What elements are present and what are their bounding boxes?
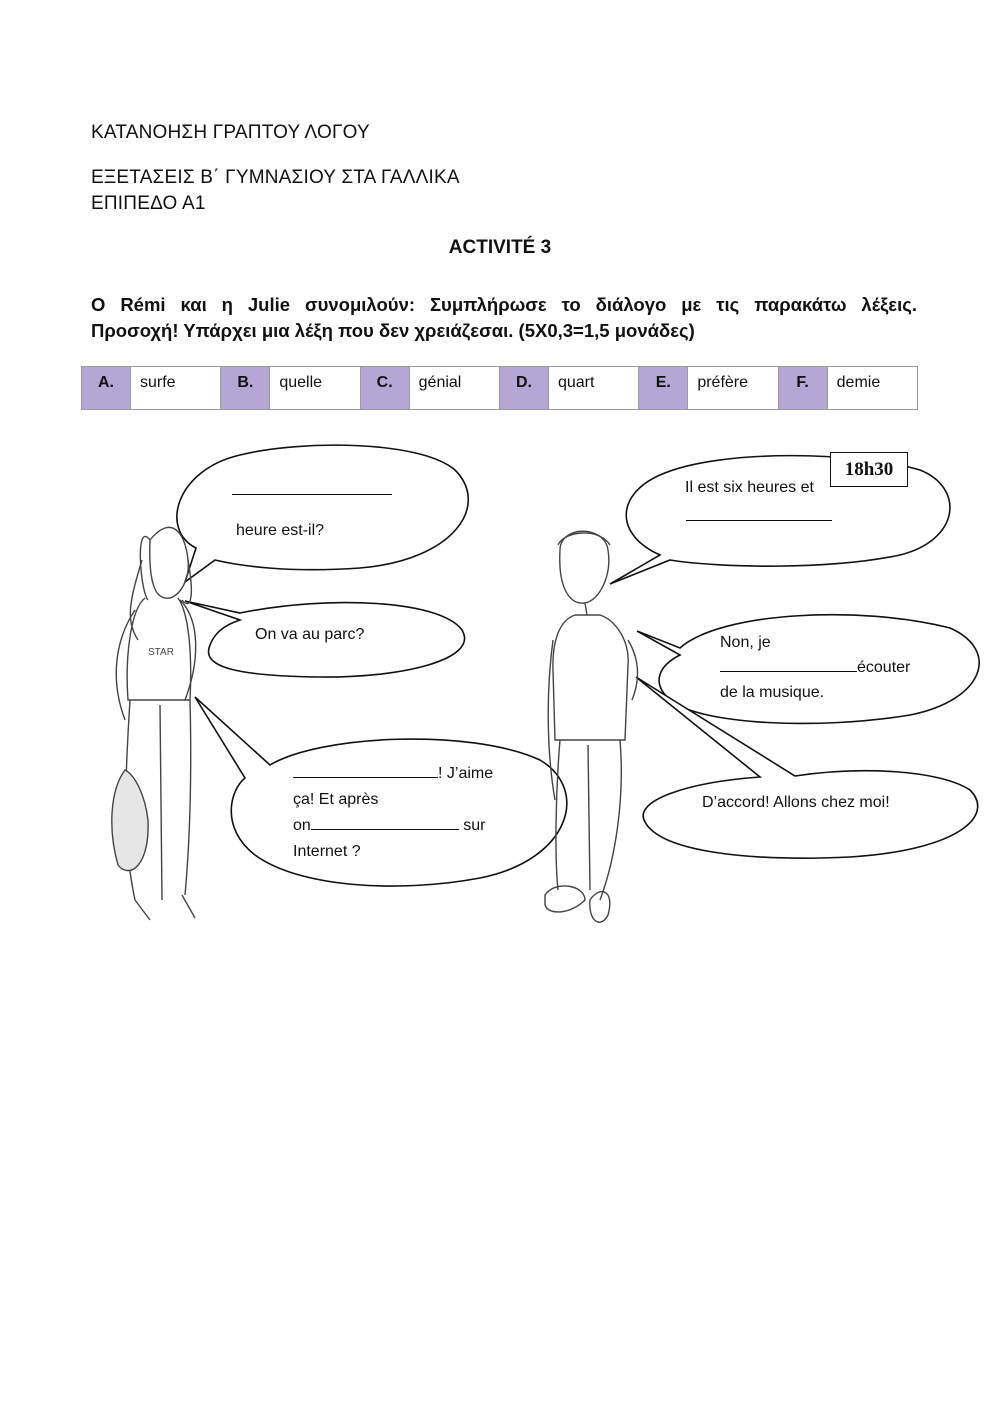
bubble-boy-2-line2 — [720, 655, 910, 681]
dialogue-illustration — [0, 430, 1000, 970]
word-bank-word: demie — [827, 367, 917, 410]
activity-title: ACTIVITÉ 3 — [448, 237, 552, 258]
word-bank-word: quart — [548, 367, 638, 410]
speech-bubble-girl-1 — [177, 445, 468, 582]
bubble-boy-2-after-blank: écouter — [857, 659, 911, 676]
instruction-line-1: Ο Rémi και η Julie συνομιλούν: Συμπλήρωσε το διάλογο με τις παρακάτω λέξεις. — [91, 294, 917, 315]
word-bank-letter: E. — [639, 367, 688, 410]
bubble-boy-2-line3: de la musique. — [720, 684, 825, 701]
answer-blank[interactable] — [293, 763, 438, 778]
girl-illustration — [112, 527, 196, 920]
instruction-line-2: Προσοχή! Υπάρχει μια λέξη που δεν χρειάζεσαι. (5Χ0,3=1,5 μονάδες) — [91, 320, 695, 341]
bubble-boy-3-text: D’accord! Allons chez moi! — [702, 794, 890, 811]
bubble-boy-1-text: Il est six heures et — [685, 479, 814, 496]
bubble-girl-3-before-blank: on — [293, 817, 311, 834]
svg-text:STAR: STAR — [148, 647, 174, 658]
word-bank-word: quelle — [270, 367, 360, 410]
word-bank-letter: F. — [778, 367, 827, 410]
word-bank-letter: D. — [499, 367, 548, 410]
header-exam: ΕΞΕΤΑΣΕΙΣ Β΄ ΓΥΜΝΑΣΙΟΥ ΣΤΑ ΓΑΛΛΙΚΑ — [91, 167, 460, 188]
bubble-girl-3-line3 — [293, 813, 485, 839]
answer-blank[interactable] — [311, 815, 459, 830]
bubble-girl-3-line4: Internet ? — [293, 843, 361, 860]
bubble-boy-2-line1: Non, je — [720, 634, 771, 651]
bubble-girl-3-line2: ça! Et après — [293, 791, 379, 808]
header-title: ΚΑΤΑΝΟΗΣΗ ΓΡΑΠΤΟΥ ΛΟΓΟΥ — [91, 122, 370, 143]
word-bank-letter: A. — [82, 367, 131, 410]
word-bank-letter: C. — [360, 367, 409, 410]
bubble-girl-3-after-blank-2: sur — [458, 817, 486, 834]
bubble-girl-3-line1 — [293, 761, 493, 787]
boy-illustration — [545, 531, 638, 922]
bubble-girl-1-blank[interactable] — [232, 478, 392, 504]
bubble-boy-1-blank[interactable] — [686, 504, 832, 530]
word-bank-word: surfe — [131, 367, 221, 410]
header-level: ΕΠΙΠΕΔΟ Α1 — [91, 193, 206, 214]
word-bank-word: préfère — [688, 367, 778, 410]
word-bank-letter: B. — [221, 367, 270, 410]
speech-bubble-girl-3 — [195, 697, 567, 886]
word-bank-row — [82, 367, 918, 410]
word-bank-word: génial — [409, 367, 499, 410]
answer-blank[interactable] — [720, 657, 857, 672]
word-bank-table — [81, 366, 918, 410]
bubble-girl-3-after-blank: ! J’aime — [438, 765, 494, 782]
bubble-girl-2-text: On va au parc? — [255, 626, 365, 643]
bubble-girl-1-text: heure est-il? — [236, 522, 325, 539]
time-label: 18h30 — [830, 452, 908, 487]
